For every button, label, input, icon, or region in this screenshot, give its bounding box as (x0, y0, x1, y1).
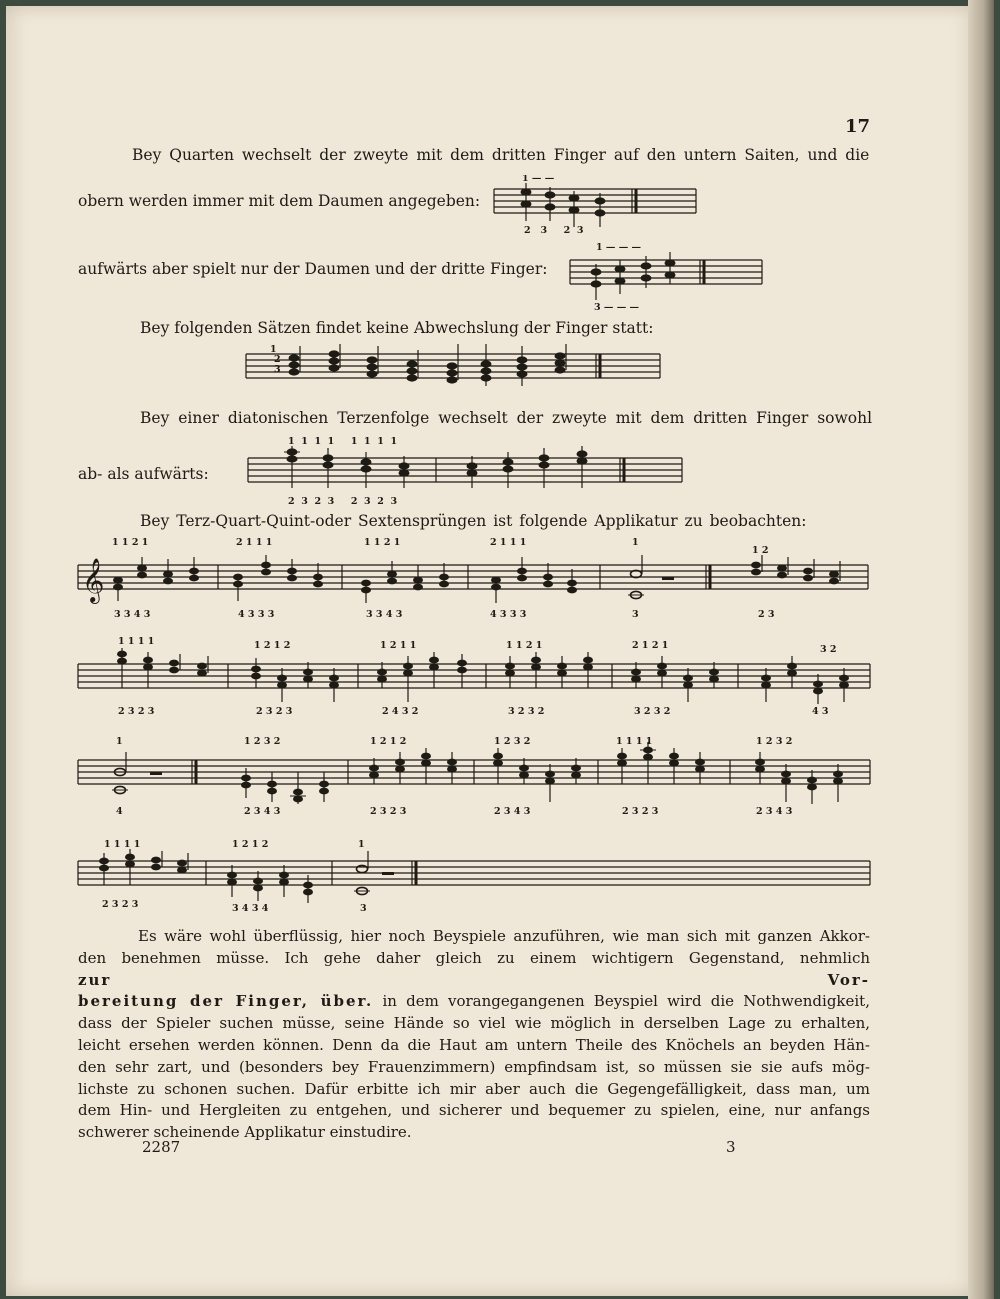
svg-text:1 2 1 2: 1 2 1 2 (254, 640, 291, 651)
svg-text:2 3 4 3: 2 3 4 3 (756, 806, 793, 817)
paragraph-line: leicht ersehen werden können. Denn da die Haut am untern Theile des Knöchels an beyden Hän- (78, 1035, 870, 1054)
svg-text:2 3 2 3: 2 3 2 3 (118, 706, 155, 717)
paragraph-line: dem Hin- und Hergleiten zu entgehen, und sicherer und bequemer zu spielen, eine, nur anfangs (78, 1101, 870, 1120)
paragraph-line: bereitung der Finger, über. in dem vorangegangenen Beyspiel wird die Nothwendigkeit, (78, 992, 870, 1011)
fingering-row-3-bottom (116, 806, 792, 817)
svg-text:1: 1 (116, 736, 123, 747)
svg-text:3 2 3 2: 3 2 3 2 (634, 706, 671, 717)
svg-text:1 2 1 1: 1 2 1 1 (380, 640, 417, 651)
spaced-term-a: zur Vor- (78, 970, 870, 989)
spaced-term-b: bereitung der Finger, über. (78, 992, 374, 1011)
svg-text:2 3 2 3: 2 3 2 3 (622, 806, 659, 817)
fingering-row-1-bottom (114, 609, 775, 620)
fingering-left: 1 (270, 344, 277, 355)
fingering-bottom: 2 3 2 3 2 3 2 3 (288, 496, 398, 507)
svg-text:4: 4 (116, 806, 123, 817)
text-line-4: Bey folgenden Sätzen findet keine Abwechslung der Finger statt: (140, 319, 654, 337)
svg-text:1 1 1 1: 1 1 1 1 (118, 636, 155, 647)
paragraph-line: den benehmen müsse. Ich gehe daher gleich zu einem wichtigern Gegenstand, nehmlich (78, 948, 870, 967)
svg-text:1 2 1 2: 1 2 1 2 (370, 736, 407, 747)
music-example-terzenfolge (246, 432, 686, 512)
music-row-1 (76, 535, 876, 625)
music-row-4 (76, 835, 876, 917)
svg-text:1 1 2 1: 1 1 2 1 (364, 537, 401, 548)
page-number: 17 (845, 116, 871, 137)
svg-text:3 2 3 2: 3 2 3 2 (508, 706, 545, 717)
music-row-2 (76, 632, 876, 722)
svg-text:1 2 3 2: 1 2 3 2 (756, 736, 793, 747)
music-example-no-change (244, 340, 664, 395)
text-line-2: obern werden immer mit dem Daumen angegeben: (78, 192, 481, 210)
fingering-bottom: 2 3 2 3 (524, 225, 584, 236)
svg-text:1 2 3 2: 1 2 3 2 (244, 736, 281, 747)
svg-text:2 1 1 1: 2 1 1 1 (490, 537, 527, 548)
fingering-row-4-bottom (102, 899, 367, 914)
fingering-row-3-top (116, 736, 792, 747)
fingering-top: 1 1 1 1 1 1 1 1 (288, 436, 398, 447)
plate-number: 2287 (142, 1138, 181, 1156)
svg-text:3: 3 (632, 609, 639, 620)
svg-text:1 2 1 2: 1 2 1 2 (232, 839, 269, 850)
svg-text:3 3 4 3: 3 3 4 3 (114, 609, 151, 620)
svg-text:1 1 2 1: 1 1 2 1 (112, 537, 149, 548)
svg-text:2 3 4 3: 2 3 4 3 (244, 806, 281, 817)
note-group (521, 183, 606, 227)
svg-text:2 1 1 1: 2 1 1 1 (236, 537, 273, 548)
fingering-row-4-top (104, 839, 365, 850)
paragraph-line: den sehr zart, und (besonders bey Frauenzimmern) empfindsam ist, so müssen sie sie aufs mög- (78, 1057, 870, 1076)
svg-text:2 3 4 3: 2 3 4 3 (494, 806, 531, 817)
paragraph-line: Es wäre wohl überflüssig, hier noch Beyspiele anzuführen, wie man sich mit ganzen Akkor- (138, 927, 870, 945)
svg-text:4 3: 4 3 (812, 706, 829, 717)
paragraph-line: schwerer scheinende Applikatur einstudire. (78, 1123, 412, 1142)
svg-text:4 3 3 3: 4 3 3 3 (238, 609, 275, 620)
fingering-top: 1 — — (522, 175, 555, 184)
svg-text:1 1 1 1: 1 1 1 1 (616, 736, 653, 747)
svg-text:2 3: 2 3 (758, 609, 775, 620)
svg-text:3 2: 3 2 (820, 644, 837, 655)
svg-text:2 3 2 3: 2 3 2 3 (370, 806, 407, 817)
fingering-row-2-bottom (118, 706, 829, 717)
svg-text:2: 2 (274, 354, 281, 365)
svg-text:1: 1 (358, 839, 365, 850)
text-line-7: Bey Terz-Quart-Quint-oder Sextensprüngen ist folgende Applikatur zu beobachten: (140, 512, 807, 530)
svg-text:3: 3 (274, 364, 281, 375)
fingering-row-2-top (118, 636, 837, 655)
svg-text:4 3 3 3: 4 3 3 3 (490, 609, 527, 620)
svg-text:2 3 2 3: 2 3 2 3 (256, 706, 293, 717)
svg-text:1: 1 (632, 537, 639, 548)
svg-text:1 2: 1 2 (752, 545, 769, 556)
svg-text:3 3 4 3: 3 3 4 3 (366, 609, 403, 620)
paragraph-line: lichste zu schonen suchen. Dafür erbitte ich mir aber auch die Gegengefälligkeit, dass man, um (78, 1079, 870, 1098)
text-line-3: aufwärts aber spielt nur der Daumen und der dritte Finger: (78, 260, 548, 278)
text-line-1: Bey Quarten wechselt der zweyte mit dem dritten Finger auf den untern Saiten, und die (132, 146, 870, 164)
svg-text:1 2 3 2: 1 2 3 2 (494, 736, 531, 747)
paragraph-line (78, 970, 870, 992)
fingering-top: 1 — — — (596, 242, 642, 253)
svg-text:3 4 3 4: 3 4 3 4 (232, 903, 269, 914)
svg-text:1 1 1 1: 1 1 1 1 (104, 839, 141, 850)
page-edge (968, 0, 994, 1299)
svg-text:2 1 2 1: 2 1 2 1 (632, 640, 669, 651)
svg-text:2 4 3 2: 2 4 3 2 (382, 706, 419, 717)
music-row-3 (76, 728, 876, 823)
svg-text:3: 3 (360, 903, 367, 914)
svg-text:𝄞: 𝄞 (82, 558, 105, 602)
music-example-quarten-up (566, 238, 766, 313)
fingering-bottom: 3 — — — (594, 302, 640, 313)
svg-text:2 3 2 3: 2 3 2 3 (102, 899, 139, 910)
paragraph-line: dass der Spieler suchen müsse, seine Hände so viel wie möglich in derselben Lage zu erhalten, (78, 1014, 870, 1033)
fingering-row-1-top (112, 537, 769, 556)
text-line-5: Bey einer diatonischen Terzenfolge wechselt der zweyte mit dem dritten Finger sowohl (140, 409, 873, 427)
body-paragraph (78, 926, 870, 1144)
svg-text:1 1 2 1: 1 1 2 1 (506, 640, 543, 651)
text-line-6: ab- als aufwärts: (78, 465, 209, 483)
signature-mark: 3 (726, 1138, 736, 1156)
music-example-quarten-down (490, 175, 710, 240)
